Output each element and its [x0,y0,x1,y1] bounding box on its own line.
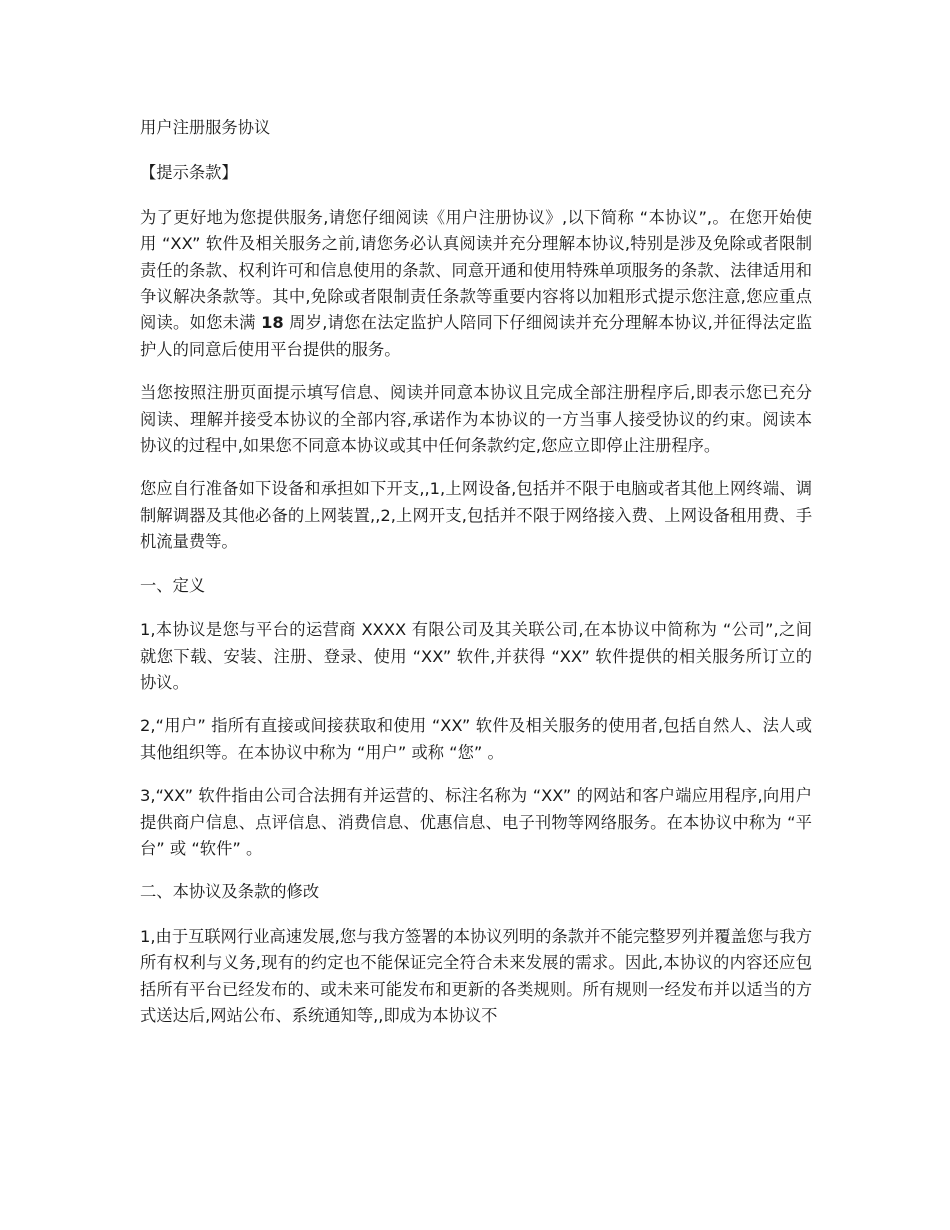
definition-item-2: 2,“用户” 指所有直接或间接获取和使用 “XX” 软件及相关服务的使用者,包括自然人、法人或其他组织等。在本协议中称为 “用户” 或称 “您” 。 [140,716,812,762]
tip-heading: 【提示条款】 [140,163,238,183]
section-heading-modification: 二、本协议及条款的修改 [140,882,320,902]
modification-item-1: 1,由于互联网行业高速发展,您与我方签署的本协议列明的条款并不能完整罗列并覆盖您与我方所有权利与义务,现有的约定也不能保证完全符合未来发展的需求。因此,本协议的内容还应包括所有平台已经发布的、或未来可能发布和更新的各类规则。所有规则一经发布并以适当的方式送达后,网站公布、系统通知等,,即成为本协议不 [140,926,812,1025]
definition-item-1: 1,本协议是您与平台的运营商 XXXX 有限公司及其关联公司,在本协议中简称为 “公司”,之间就您下载、安装、注册、登录、使用 “XX” 软件,并获得 “XX” 软件提供的相关服务所订立的协议。 [140,620,812,692]
registration-paragraph: 当您按照注册页面提示填写信息、阅读并同意本协议且完成全部注册程序后,即表示您已充分阅读、理解并接受本协议的全部内容,承诺作为本协议的一方当事人接受协议的约束。阅读本协议的过程中,如果您不同意本协议或其中任何条款约定,您应立即停止注册程序。 [140,383,812,456]
document-title: 用户注册服务协议 [140,118,271,137]
intro-text-end: 周岁,请您在法定监护人陪同下仔细阅读并充分理解本协议,并征得法定监护人的同意后使用平台提供的服务。 [140,313,813,359]
equipment-paragraph: 您应自行准备如下设备和承担如下开支,,1,上网设备,包括并不限于电脑或者其他上网终端、调制解调器及其他必备的上网装置,,2,上网开支,包括并不限于网络接入费、上网设备租用费、手机流量费等。 [140,479,812,552]
section-heading-definitions: 一、定义 [140,575,206,595]
definition-item-3: 3,“XX” 软件指由公司合法拥有并运营的、标注名称为 “XX” 的网站和客户端应用程序,向用户提供商户信息、点评信息、消费信息、优惠信息、电子刊物等网络服务。在本协议中称为 “平台” 或 “软件” 。 [140,786,812,858]
document-body [140,115,812,1046]
intro-paragraph [140,205,812,363]
intro-text-start: 为了更好地为您提供服务,请您仔细阅读《用户注册协议》,以下简称 “本协议”,。在您开始使用 “XX” 软件及相关服务之前,请您务必认真阅读并充分理解本协议,特别是涉及免除或者限制责任的条款、权利许可和信息使用的条款、同意开通和使用特殊单项服务的条款、法律适用和争议解决条款等。其中,免除或者限制责任条款等重要内容将以加粗形式提示您注意,您应重点阅读。如您未满 [140,207,812,333]
age-emphasis: 18 [261,313,284,333]
